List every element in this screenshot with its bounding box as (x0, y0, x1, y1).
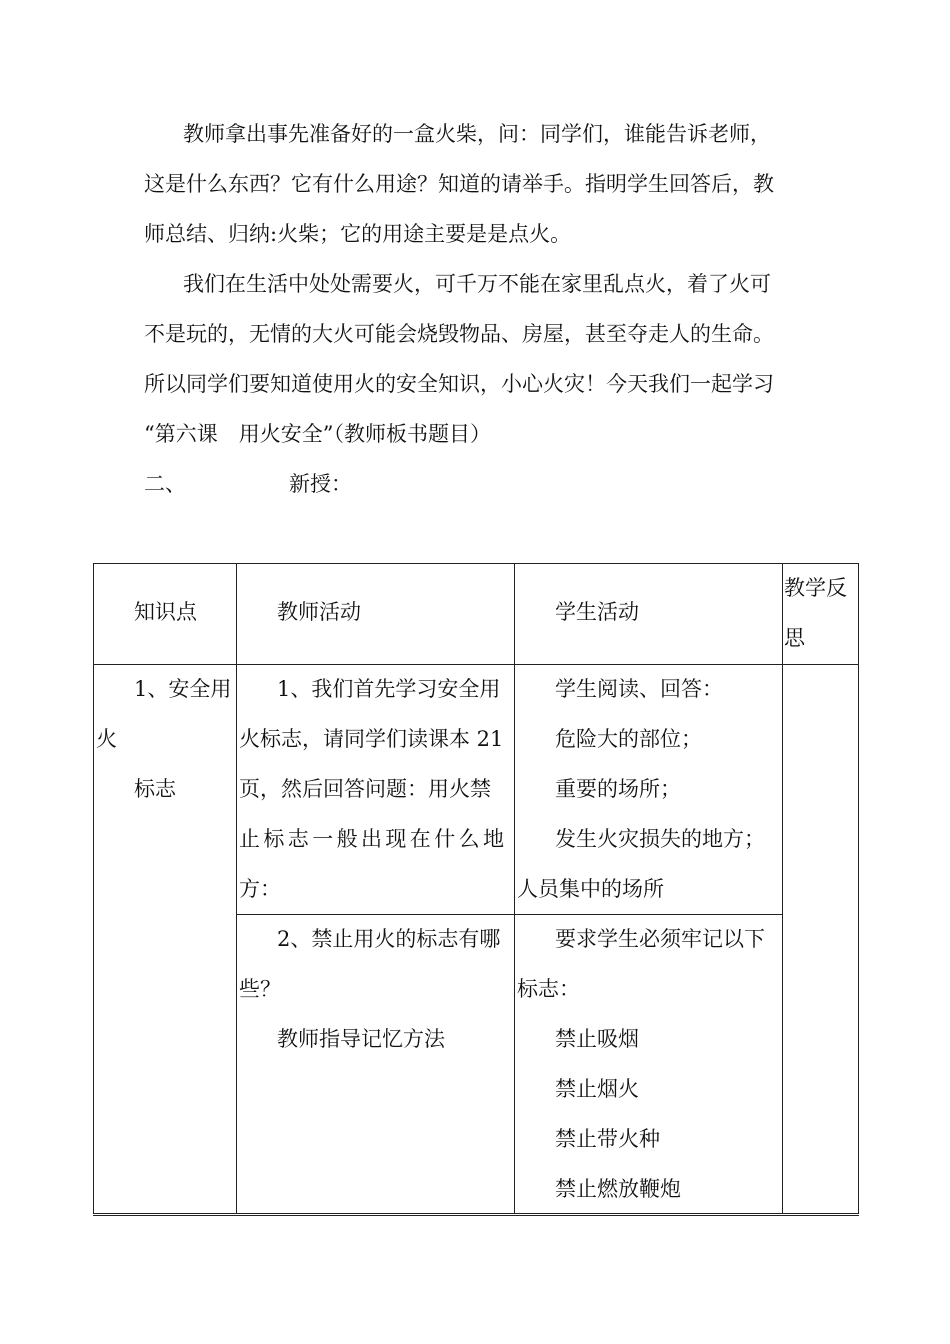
header-reflection-line-2: 思 (784, 626, 805, 650)
reflection-cell (783, 665, 859, 1215)
header-reflection-cell (783, 564, 859, 665)
student-2-line-3: 禁止吸烟 (555, 1027, 639, 1051)
teacher-1-line-4: 止标志一般出现在什么地 (239, 827, 508, 851)
student-cell-2 (515, 915, 783, 1215)
paragraph-1-line-2: 这是什么东西？它有什么用途？知道的请举手。指明学生回答后，教 (144, 172, 774, 196)
header-knowledge-cell (94, 564, 237, 665)
teacher-2-line-3: 教师指导记忆方法 (277, 1027, 445, 1051)
student-1-line-3: 重要的场所； (555, 777, 681, 801)
student-1-line-5: 人员集中的场所 (517, 877, 664, 901)
paragraph-1-line-3: 师总结、归纳:火柴；它的用途主要是是点火。 (144, 222, 572, 246)
header-teacher: 教师活动 (277, 600, 361, 624)
table-header-row (94, 564, 859, 665)
teacher-cell-1 (237, 665, 515, 915)
student-cell-1 (515, 665, 783, 915)
student-1-line-4: 发生火灾损失的地方； (555, 827, 765, 851)
paragraph-2-line-3: 所以同学们要知道使用火的安全知识，小心火灾！今天我们一起学习 (144, 372, 774, 396)
student-2-line-6: 禁止燃放鞭炮 (555, 1177, 681, 1201)
section-title: 新授： (289, 472, 352, 496)
paragraph-2-line-1: 我们在生活中处处需要火，可千万不能在家里乱点火，着了火可 (183, 272, 771, 296)
table-row-1 (94, 665, 859, 915)
paragraph-1-line-1: 教师拿出事先准备好的一盒火柴，问：同学们，谁能告诉老师， (183, 122, 771, 146)
teacher-1-line-3: 页，然后回答问题：用火禁 (239, 777, 491, 801)
paragraph-2-line-2: 不是玩的，无情的大火可能会烧毁物品、房屋，甚至夺走人的生命。 (144, 322, 774, 346)
knowledge-line-1: 1、安全用 (134, 677, 232, 701)
teacher-1-line-5: 方： (239, 877, 281, 901)
knowledge-cell (94, 665, 237, 1215)
student-2-line-2: 标志： (517, 977, 580, 1001)
teacher-cell-2 (237, 915, 515, 1215)
section-number: 二、 (144, 472, 186, 496)
header-reflection-line-1: 教学反 (784, 576, 847, 600)
teacher-2-line-2: 些？ (239, 977, 281, 1001)
paragraph-2-line-4: “第六课 用火安全”（教师板书题目） (144, 422, 491, 446)
teacher-2-line-1: 2、禁止用火的标志有哪 (277, 927, 501, 951)
teacher-1-line-1: 1、我们首先学习安全用 (277, 677, 501, 701)
student-2-line-1: 要求学生必须牢记以下 (555, 927, 765, 951)
teacher-1-line-2: 火标志，请同学们读课本 21 (239, 727, 504, 751)
header-student-cell (515, 564, 783, 665)
header-student: 学生活动 (555, 600, 639, 624)
header-knowledge: 知识点 (134, 600, 197, 624)
knowledge-line-3: 标志 (134, 777, 176, 801)
header-teacher-cell (237, 564, 515, 665)
lesson-table (93, 563, 859, 1216)
knowledge-line-2: 火 (96, 727, 117, 751)
student-2-line-5: 禁止带火种 (555, 1127, 660, 1151)
student-2-line-4: 禁止烟火 (555, 1077, 639, 1101)
student-1-line-1: 学生阅读、回答： (555, 677, 723, 701)
student-1-line-2: 危险大的部位； (555, 727, 702, 751)
